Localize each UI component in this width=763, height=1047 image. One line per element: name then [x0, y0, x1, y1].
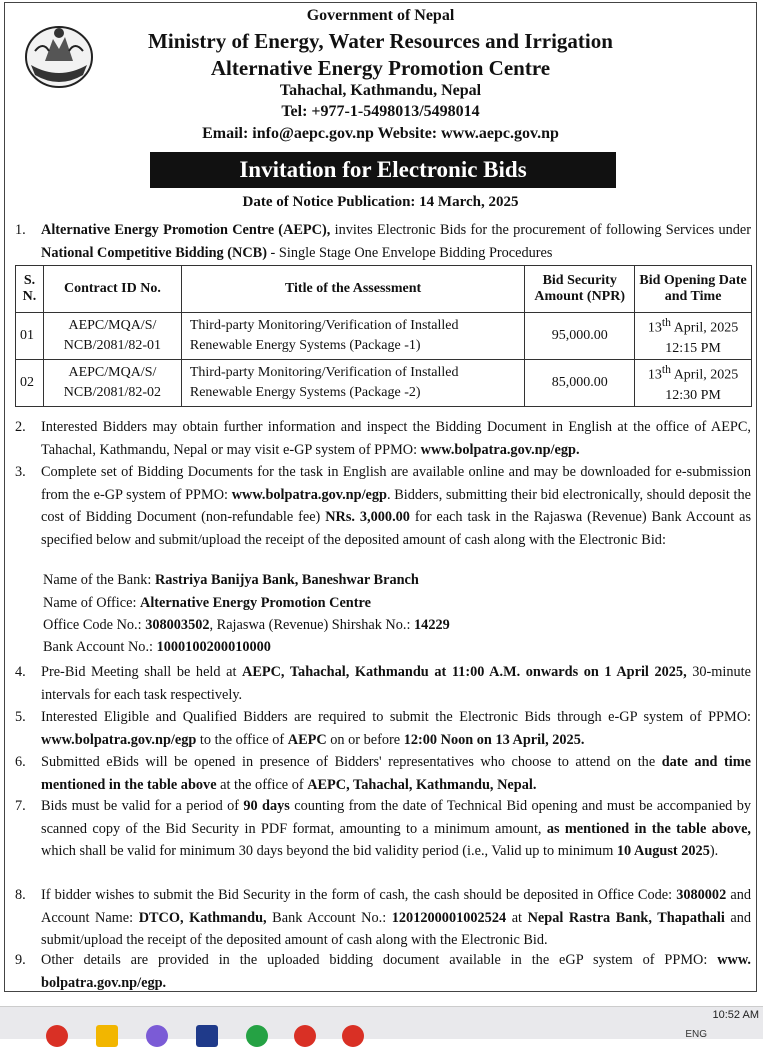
text: ). — [709, 843, 719, 859]
bank-name-line — [43, 572, 419, 589]
date-rest: April, 2025 — [670, 320, 739, 336]
paragraph-2 — [15, 416, 751, 461]
text: Office Code No.: — [43, 617, 146, 633]
header-security: Bid Security Amount (NPR) — [525, 266, 635, 313]
text-bold: 3080002 — [676, 887, 727, 903]
notice-document — [4, 2, 757, 992]
text-bold: AEPC — [287, 731, 327, 748]
text: for each task in the Rajaswa (Revenue) Bank Account as specified below and submit/upload the receipt of the deposited amount of cash along with the Electronic Bid: — [41, 509, 752, 548]
text: and Account Name: — [41, 887, 751, 926]
paragraph-number: 3. — [15, 464, 26, 480]
text: and submit/upload the receipt of the deposited amount of cash along with the Electronic Bid. — [41, 909, 752, 948]
contract-line: NCB/2081/82-01 — [63, 338, 162, 353]
paragraph-4 — [15, 661, 751, 706]
text: Bank Account No.: — [266, 909, 392, 926]
time: 12:15 PM — [665, 340, 721, 356]
text: counting from the date of Technical Bid opening and must be accompanied by scanned copy of the Bid Security in PDF format, amounting to a minimum amount, — [41, 798, 751, 837]
date-day: 13 — [647, 367, 662, 383]
text: If bidder wishes to submit the Bid Security in the form of cash, the cash should be deposited in Office Code: — [41, 887, 677, 903]
office-title: Alternative Energy Promotion Centre — [210, 56, 551, 80]
office-code-line — [43, 617, 450, 634]
bank-account-line — [43, 639, 271, 656]
date-day: 13 — [647, 320, 662, 336]
title-line: Renewable Energy Systems (Package -2) — [189, 385, 421, 400]
text: Complete set of Bidding Documents for the task in English are available online and may be downloaded for e-submission from the e-GP system of PPMO: — [41, 464, 751, 503]
time: 12:30 PM — [665, 387, 721, 403]
paragraph-number: 2. — [15, 419, 26, 435]
paragraph-number: 4. — [15, 664, 26, 680]
text-bold: 1201200001002524 — [391, 909, 507, 926]
paragraph-number: 1. — [15, 222, 26, 238]
chrome-icon[interactable] — [294, 1025, 316, 1047]
text: Interested Eligible and Qualified Bidders are required to submit the Electronic Bids through e-GP system of PPMO: — [41, 709, 751, 725]
date-rest: April, 2025 — [670, 367, 739, 383]
text: Bank Account No.: — [43, 639, 157, 655]
text: which shall be valid for minimum 30 days beyond the bid validity period (i.e., Valid up to minimum — [41, 843, 617, 859]
cell-contract — [43, 313, 181, 360]
text-bold: 14229 — [414, 617, 450, 633]
text-bold: Alternative Energy Promotion Centre (AEPC), — [41, 222, 331, 238]
text-bold: AEPC, Tahachal, Kathmandu, Nepal. — [307, 776, 537, 793]
date-suffix: th — [661, 363, 671, 377]
text: at — [506, 909, 528, 926]
paragraph-5 — [15, 706, 751, 751]
text: at the office of — [216, 776, 308, 793]
text-bold: www.bolpatra.gov.np/egp. — [420, 441, 580, 458]
app-icon[interactable] — [146, 1025, 168, 1047]
file-explorer-icon[interactable] — [96, 1025, 118, 1047]
paragraph-number: 6. — [15, 754, 26, 770]
paragraph-number: 5. — [15, 709, 26, 725]
contract-line: AEPC/MQA/S/ — [68, 365, 157, 380]
text-bold: www.bolpatra.gov.np/egp — [231, 486, 387, 503]
cell-amount: 95,000.00 — [525, 313, 635, 360]
table-header-row — [16, 266, 752, 313]
text-bold: AEPC, Tahachal, Kathmandu at 11:00 A.M. onwards on 1 April 2025, — [242, 664, 687, 680]
table-row — [16, 313, 752, 360]
bids-table — [15, 265, 752, 407]
cell-amount: 85,000.00 — [525, 360, 635, 407]
contract-line: NCB/2081/82-02 — [63, 385, 162, 400]
text-bold: DTCO, Kathmandu, — [138, 909, 267, 926]
header-sn: S. N. — [16, 266, 44, 313]
cell-contract — [43, 360, 181, 407]
telephone: Tel: +977-1-5498013/5498014 — [281, 103, 480, 120]
paragraph-3 — [15, 461, 751, 551]
contract-line: AEPC/MQA/S/ — [68, 318, 157, 333]
table-row — [16, 360, 752, 407]
header-title: Title of the Assessment — [181, 266, 524, 313]
text: invites Electronic Bids for the procurement of following Services under — [330, 222, 751, 238]
text-bold: 90 days — [243, 798, 290, 814]
taskbar — [0, 1006, 763, 1039]
text: 30-minute intervals for each task respectively. — [41, 664, 751, 703]
paragraph-number: 8. — [15, 887, 26, 903]
chrome-icon[interactable] — [46, 1025, 68, 1047]
title-line: Third-party Monitoring/Verification of Installed — [189, 318, 459, 333]
paragraph-8 — [15, 884, 751, 952]
date-suffix: th — [661, 316, 671, 330]
text-bold: as mentioned in the table above, — [546, 820, 751, 837]
text-bold: www. bolpatra.gov.np/egp. — [41, 952, 751, 991]
government-title: Government of Nepal — [306, 7, 455, 24]
paragraph-9 — [15, 949, 751, 994]
text-bold: NRs. 3,000.00 — [325, 509, 410, 525]
text-bold: 12:00 Noon on 13 April, 2025. — [403, 731, 585, 748]
chrome-icon[interactable] — [342, 1025, 364, 1047]
email-website: Email: info@aepc.gov.np Website: www.aepc.gov.np — [202, 125, 559, 142]
cell-title — [181, 360, 524, 407]
text: Name of Office: — [43, 595, 140, 611]
text-bold: 1000100200010000 — [156, 639, 271, 655]
text: . Bidders, submitting their bid electronically, should deposit the cost of Bidding Document (non-refundable fee) — [41, 486, 751, 525]
text-bold: date and time mentioned in the table above — [41, 754, 751, 793]
header-contract: Contract ID No. — [43, 266, 181, 313]
header-opening: Bid Opening Date and Time — [635, 266, 752, 313]
text: Pre-Bid Meeting shall be held at — [41, 664, 243, 680]
cell-opening — [635, 313, 752, 360]
text-bold: 308003502 — [145, 617, 210, 633]
photoshop-icon[interactable] — [196, 1025, 218, 1047]
text-bold: National Competitive Bidding (NCB) — [41, 244, 267, 261]
paragraph-6 — [15, 751, 751, 796]
text: Other details are provided in the uploaded bidding document available in the eGP system of PPMO: — [41, 952, 718, 968]
text-bold: www.bolpatra.gov.np/egp — [41, 731, 197, 748]
paragraph-number: 9. — [15, 952, 26, 968]
text: to the office of — [196, 731, 288, 748]
address: Tahachal, Kathmandu, Nepal — [279, 82, 482, 99]
title-line: Third-party Monitoring/Verification of Installed — [189, 365, 459, 380]
cell-opening — [635, 360, 752, 407]
office-name-line — [43, 595, 371, 612]
publication-date: Date of Notice Publication: 14 March, 2025 — [242, 194, 519, 210]
paragraph-number: 7. — [15, 798, 26, 814]
ministry-title: Ministry of Energy, Water Resources and Irrigation — [148, 29, 613, 53]
text-bold: Alternative Energy Promotion Centre — [140, 595, 371, 611]
text: Interested Bidders may obtain further information and inspect the Bidding Document in English at the office of AEPC, Tahachal, Kathmandu, Nepal or may visit e-GP system of PPMO: — [41, 419, 751, 458]
clock[interactable]: 10:52 AM — [712, 1009, 759, 1021]
text: , Rajaswa (Revenue) Shirshak No.: — [209, 617, 415, 633]
text-bold: Nepal Rastra Bank, Thapathali — [527, 909, 725, 926]
paragraph-7 — [15, 795, 751, 863]
text: Bids must be valid for a period of — [41, 798, 244, 814]
text-bold: Rastriya Banijya Bank, Baneshwar Branch — [154, 572, 419, 588]
language-indicator[interactable]: ENG — [685, 1029, 707, 1040]
notice-banner: Invitation for Electronic Bids — [150, 152, 616, 188]
paragraph-1 — [15, 219, 751, 264]
title-line: Renewable Energy Systems (Package -1) — [189, 338, 421, 353]
cell-title — [181, 313, 524, 360]
text-bold: 10 August 2025 — [616, 843, 710, 859]
text: Name of the Bank: — [43, 572, 155, 588]
cell-sn: 02 — [16, 360, 44, 407]
cell-sn: 01 — [16, 313, 44, 360]
whatsapp-icon[interactable] — [246, 1025, 268, 1047]
text: Submitted eBids will be opened in presence of Bidders' representatives who choose to attend on the — [41, 754, 662, 770]
text: - Single Stage One Envelope Bidding Procedures — [266, 244, 553, 261]
text: on or before — [326, 731, 404, 748]
